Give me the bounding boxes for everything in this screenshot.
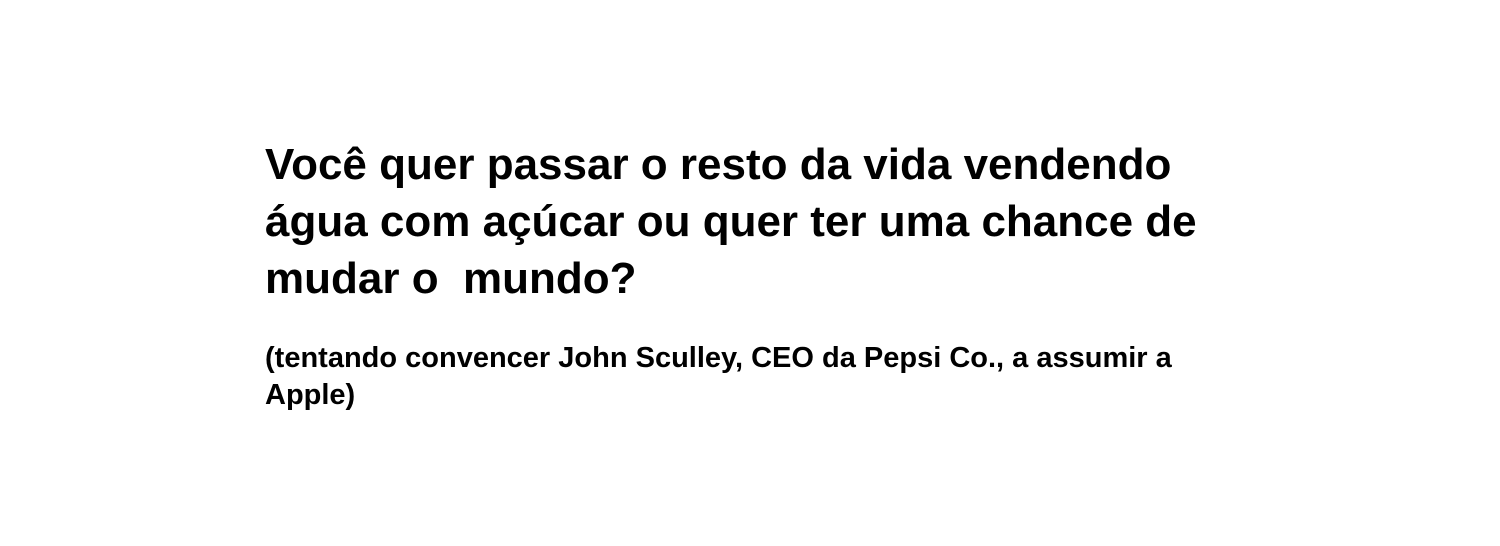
attribution-line-2: Apple) [265,379,356,411]
quote-line-1: Você quer passar o resto da vida vendendo [265,140,1172,189]
quote-line-3: mudar o mundo? [265,254,637,303]
quote-text [265,136,1345,307]
quote-line-2: água com açúcar ou quer ter uma chance de [265,197,1197,246]
quote-attribution [265,340,1345,414]
attribution-line-1: (tentando convencer John Sculley, CEO da Pepsi Co., a assumir a [265,342,1172,374]
